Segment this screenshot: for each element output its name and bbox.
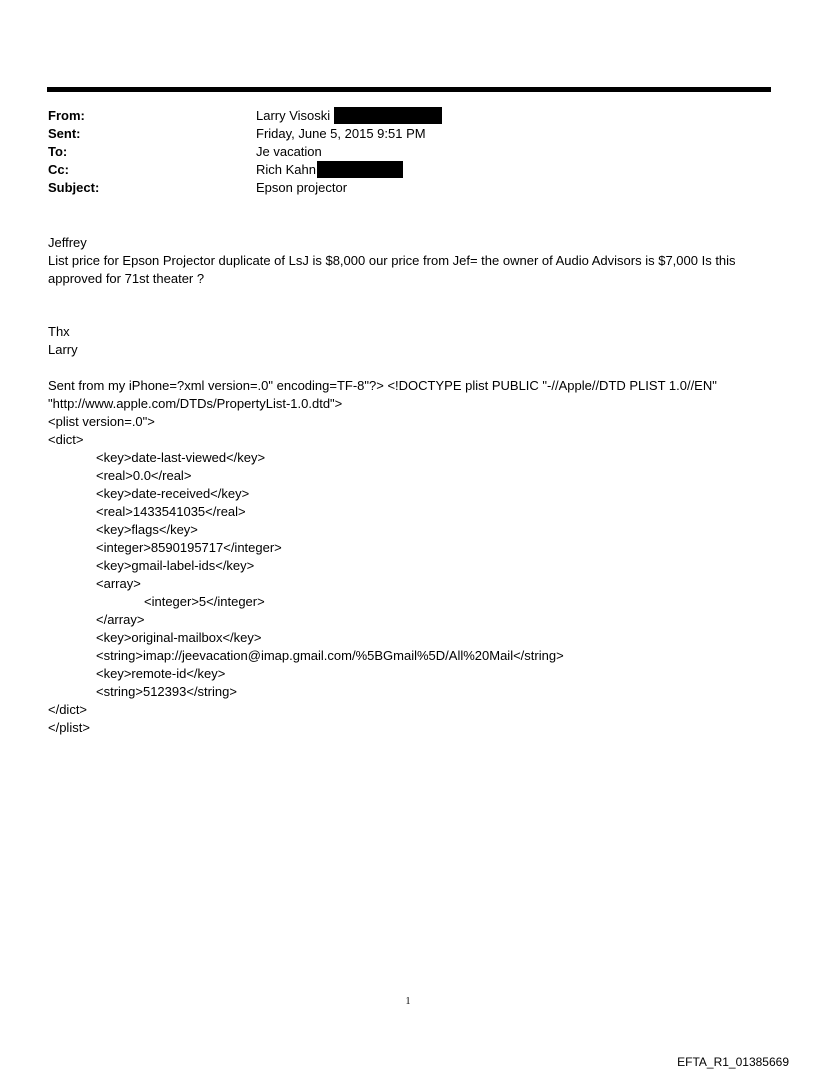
code-line: <plist version=.0"> [48, 414, 155, 429]
code-line: "http://www.apple.com/DTDs/PropertyList-1.0.dtd"> [48, 396, 343, 411]
sent-label: Sent: [48, 126, 81, 141]
redaction-box [334, 107, 442, 124]
code-line: <array> [96, 576, 141, 591]
redaction-box [317, 161, 403, 178]
sent-value: Friday, June 5, 2015 9:51 PM [256, 126, 426, 141]
code-line: </plist> [48, 720, 90, 735]
subject-value: Epson projector [256, 180, 348, 195]
cc-value [256, 161, 403, 179]
code-line: <string>imap://jeevacation@imap.gmail.com/%5BGmail%5D/All%20Mail</string> [96, 648, 564, 663]
signature: Larry [48, 342, 78, 357]
cc-label: Cc: [48, 162, 69, 177]
code-line: <real>0.0</real> [96, 468, 192, 483]
header-rule [47, 87, 771, 92]
page-number: 1 [405, 996, 411, 1007]
code-line: <string>512393</string> [96, 684, 237, 699]
code-line: <key>gmail-label-ids</key> [96, 558, 255, 573]
from-label: From: [48, 108, 85, 123]
code-line: <key>date-received</key> [96, 486, 250, 501]
code-line: </array> [96, 612, 145, 627]
code-line: <real>1433541035</real> [96, 504, 246, 519]
code-line: <integer>8590195717</integer> [96, 540, 282, 555]
to-label: To: [48, 144, 68, 159]
subject-label: Subject: [48, 180, 100, 195]
code-line: <key>flags</key> [96, 522, 198, 537]
code-line: Sent from my iPhone=?xml version=.0" encoding=TF-8"?> <!DOCTYPE plist PUBLIC "-//Apple//DTD PLIST 1.0//EN" [48, 378, 717, 393]
from-name: Larry Visoski [256, 108, 331, 123]
from-value [256, 107, 442, 125]
code-line: <key>date-last-viewed</key> [96, 450, 266, 465]
code-line: <key>remote-id</key> [96, 666, 226, 681]
bates-stamp: EFTA_R1_01385669 [677, 1055, 789, 1069]
thanks: Thx [48, 324, 70, 339]
message-paragraph: List price for Epson Projector duplicate of LsJ is $8,000 our price from Jef= the owner of Audio Advisors is $7,000 Is this approved for 71st theater ? [48, 253, 736, 286]
code-line: <integer>5</integer> [144, 594, 265, 609]
code-line: <dict> [48, 432, 84, 447]
to-value: Je vacation [256, 144, 322, 159]
code-line: <key>original-mailbox</key> [96, 630, 262, 645]
code-line: </dict> [48, 702, 88, 717]
greeting: Jeffrey [48, 235, 87, 250]
cc-name: Rich Kahn [256, 162, 316, 177]
